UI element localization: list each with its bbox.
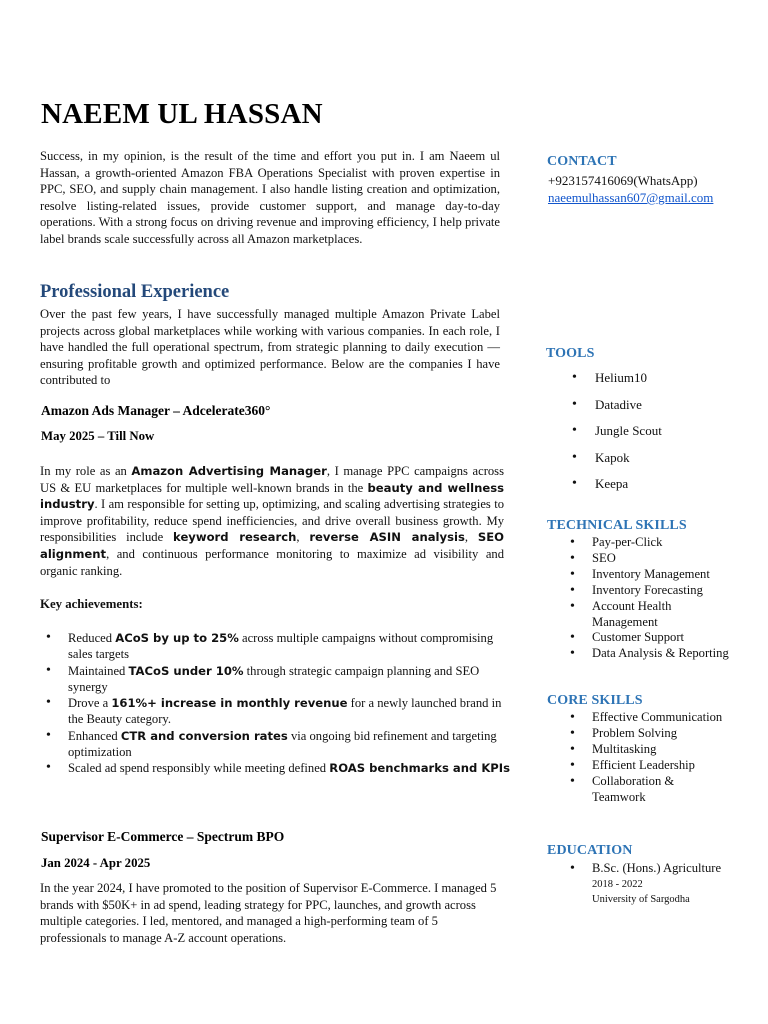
job2-title: Supervisor E-Commerce – Spectrum BPO [41, 829, 285, 844]
job1-description: In my role as an Amazon Advertising Manager, I manage PPC campaigns across US & EU marketplaces for multiple well-known brands in the beauty and wellness industry. I am responsible for setting up, optimizing, and scaling advertising strategies to improve profitability, reduce spend inefficiencies, and drive overall business growth. My responsibilities include keyword research, reverse ASIN analysis, SEO alignment, and continuous performance monitoring to maximize ad visibility and organic ranking. [40, 464, 505, 578]
experience-section-title: Professional Experience [40, 282, 230, 302]
achievements-list [46, 630, 516, 777]
list-item: • Data Analysis & Reporting [570, 646, 760, 662]
list-item: • Scaled ad spend responsibly while meeting defined ROAS benchmarks and KPIs [46, 760, 516, 776]
phone-number: +923157416069(WhatsApp) [548, 173, 698, 188]
list-item: • Drove a 161%+ increase in monthly revenue for a newly launched brand in the Beauty category. [46, 695, 516, 728]
job2-description: In the year 2024, I have promoted to the position of Supervisor E-Commerce. I managed 5 brands with $50K+ in ad spend, leading strategy for PPC, launches, and growth across multiple categories. I led, mentored, and managed a high-performing team of 5 professionals to manage A-Z account operations. [40, 881, 497, 945]
list-item: • Pay-per-Click [570, 535, 760, 551]
experience-intro: Over the past few years, I have successfully managed multiple Amazon Private Label projects across global marketplaces while working with various companies. In each role, I have handled the full operational spectrum, from strategic planning to daily execution — ensuring profitable growth and optimized performance. Below are the companies I have contributed to [40, 307, 500, 388]
list-item: • Multitasking [570, 742, 760, 758]
technical-skills-list [570, 535, 760, 662]
list-item: • Effective Communication [570, 710, 760, 726]
email-link[interactable]: naeemulhassan607@gmail.com [548, 190, 714, 205]
list-item: • Account Health Management [570, 599, 700, 631]
list-item: • Reduced ACoS by up to 25% across multiple campaigns without compromising sales targets [46, 630, 516, 663]
list-item: • Keepa [572, 475, 662, 502]
contact-section-title: CONTACT [547, 154, 617, 169]
list-item: • Jungle Scout [572, 422, 662, 449]
education-section-title: EDUCATION [547, 843, 633, 858]
core-skills-section-title: CORE SKILLS [547, 693, 643, 708]
list-item: • Inventory Management [570, 567, 760, 583]
education-university: University of Sargodha [592, 894, 690, 905]
job1-title: Amazon Ads Manager – Adcelerate360° [41, 403, 271, 418]
job2-date: Jan 2024 - Apr 2025 [41, 856, 151, 870]
candidate-name: NAEEM UL HASSAN [41, 98, 323, 130]
key-achievements-label: Key achievements: [40, 597, 143, 611]
technical-skills-section-title: TECHNICAL SKILLS [547, 518, 687, 533]
list-item: • Problem Solving [570, 726, 760, 742]
list-item: • Enhanced CTR and conversion rates via ongoing bid refinement and targeting optimization [46, 728, 516, 761]
list-item: • Collaboration & Teamwork [570, 774, 690, 806]
list-item: • Inventory Forecasting [570, 583, 760, 599]
list-item: • Kapok [572, 449, 662, 476]
list-item: • Helium10 [572, 369, 662, 396]
list-item: • Customer Support [570, 630, 760, 646]
list-item: • B.Sc. (Hons.) Agriculture [570, 861, 760, 877]
tools-section-title: TOOLS [546, 346, 595, 361]
job1-date: May 2025 – Till Now [41, 429, 155, 443]
list-item: • Maintained TACoS under 10% through strategic campaign planning and SEO synergy [46, 663, 516, 696]
list-item: • Efficient Leadership [570, 758, 760, 774]
list-item: • Datadive [572, 396, 662, 423]
core-skills-list [570, 710, 760, 805]
summary-paragraph: Success, in my opinion, is the result of the time and effort you put in. I am Naeem ul Hassan, a growth-oriented Amazon FBA Operations Specialist with proven expertise in PPC, SEO, and supply chain management. I also handle listing creation and optimization, resolve listing-related issues, provide customer support, and manage day-to-day operations. With a strong focus on driving revenue and improving efficiency, I help private label brands scale successfully across all Amazon marketplaces. [40, 149, 500, 246]
tools-list [572, 369, 662, 502]
education-list [570, 861, 760, 877]
list-item: • SEO [570, 551, 760, 567]
education-years: 2018 - 2022 [592, 879, 643, 890]
